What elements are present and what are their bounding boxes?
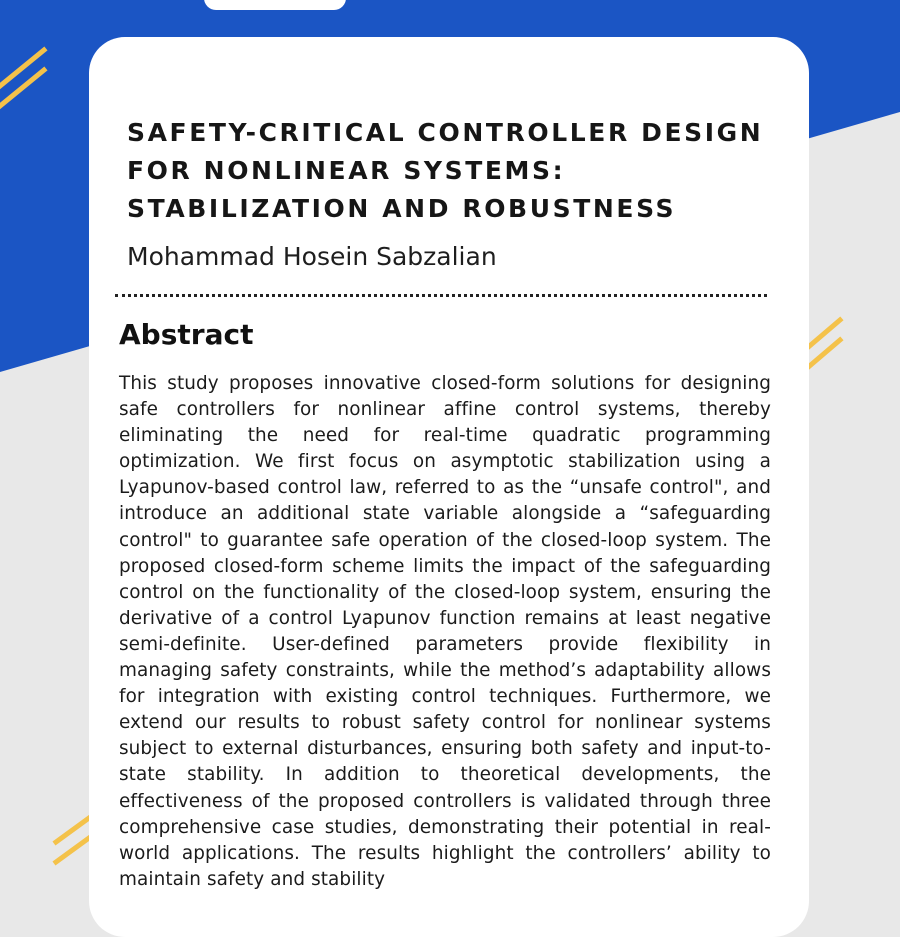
author-name: Mohammad Hosein Sabzalian	[127, 242, 497, 271]
title-line: SAFETY-CRITICAL CONTROLLER DESIGN	[127, 118, 764, 147]
accent-stripes-right	[806, 320, 840, 369]
accent-stripes-bottom-left	[56, 818, 89, 862]
abstract-text: This study proposes innovative closed-form solutions for designing safe controllers for nonlinear affine control systems, thereby eliminating the need for real-time quadratic programming optimization. We first focus on asymptotic stabilization using a Lyapunov-based control law, referred to as the “unsafe control", and introduce an additional state variable alongside a “safeguarding control" to guarantee safe operation of the closed-loop system. The proposed closed-form scheme limits the impact of the safeguarding control on the functionality of the closed-loop system, ensuring the derivative of a control Lyapunov function remains at least negative semi-definite. User-defined parameters provide flexibility in managing safety constraints, while the method’s adaptability allows for integration with existing control techniques. Furthermore, we extend our results to robust safety control for nonlinear systems subject to external disturbances, ensuring both safety and input-to-state stability. In addition to theoretical developments, the effectiveness of the proposed controllers is validated through three comprehensive case studies, demonstrating their potential in real-world applications. The results highlight the controllers’ ability to maintain safety and stability	[119, 373, 771, 890]
paper-title	[127, 114, 787, 228]
abstract-heading: Abstract	[119, 318, 254, 351]
title-line: STABILIZATION AND ROBUSTNESS	[127, 194, 677, 223]
title-line: FOR NONLINEAR SYSTEMS:	[127, 156, 566, 185]
top-tab-decoration	[204, 0, 346, 10]
dotted-divider	[115, 294, 767, 297]
